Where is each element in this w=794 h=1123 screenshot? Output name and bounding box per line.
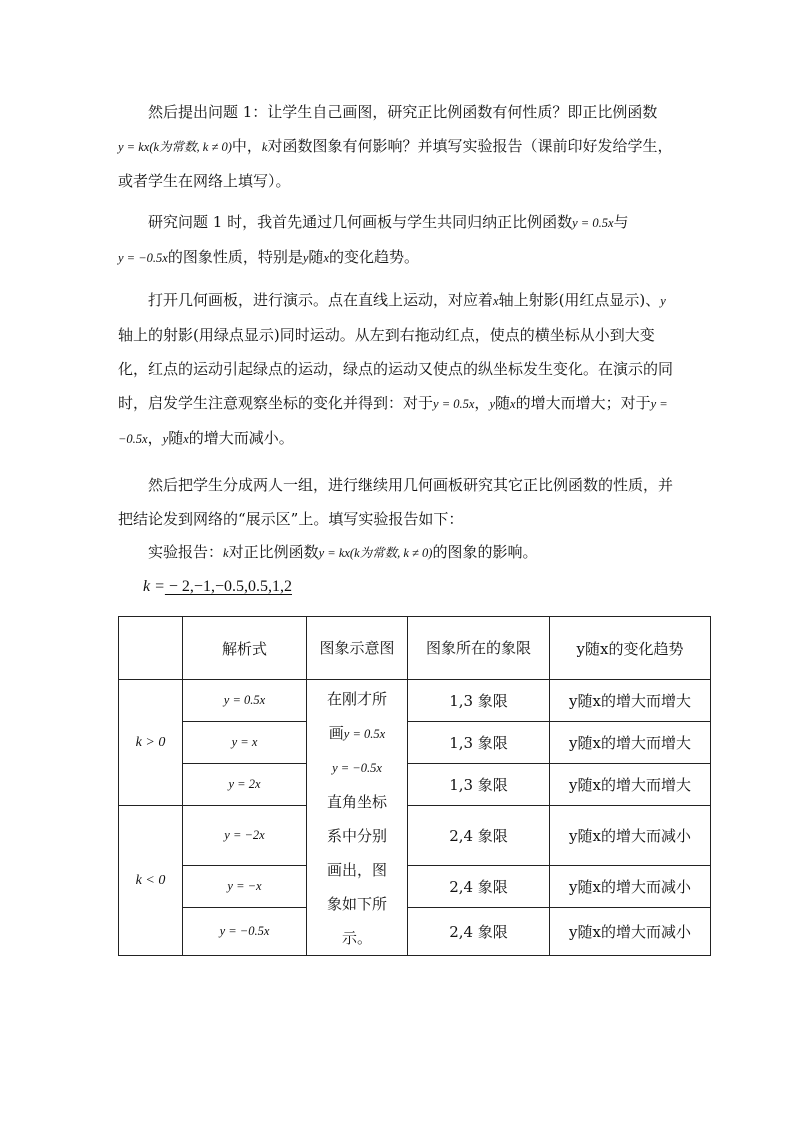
graph-note-line: y = −0.5x: [332, 761, 382, 775]
graph-note-line: 象如下所: [326, 895, 387, 913]
quadrant-cell: 1,3 象限: [408, 722, 550, 764]
formula-cell: y = −0.5x: [183, 908, 307, 956]
trend-cell: y随x的增大而增大: [550, 764, 711, 806]
trend-cell: y随x的增大而增大: [550, 722, 711, 764]
header-formula: 解析式: [183, 617, 307, 680]
table-row: [119, 908, 711, 956]
graph-note-line: 画y = 0.5x: [328, 724, 386, 742]
header-quadrant: 图象所在的象限: [408, 617, 550, 680]
table-row: [119, 866, 711, 908]
paragraph-group-work: 然后把学生分成两人一组，进行继续用几何画板研究其它正比例函数的性质，并把结论发到网络的“展示区”上。填写实验报告如下：: [118, 476, 674, 528]
formula-cell: y = 2x: [183, 764, 307, 806]
table-row: [119, 680, 711, 722]
graph-note-line: 示。: [341, 929, 372, 947]
quadrant-cell: 2,4 象限: [408, 866, 550, 908]
quadrant-cell: 1,3 象限: [408, 680, 550, 722]
formula-cell: y = x: [183, 722, 307, 764]
paragraph-study-intro: 研究问题 1 时，我首先通过几何画板与学生共同归纳正比例函数y = 0.5x与 y = −0.5x的图象性质，特别是y随x的变化趋势。: [118, 213, 629, 266]
trend-cell: y随x的增大而减小: [550, 806, 711, 866]
trend-cell: y随x的增大而减小: [550, 908, 711, 956]
quadrant-cell: 1,3 象限: [408, 764, 550, 806]
header-empty-cell: [119, 617, 183, 680]
trend-cell: y随x的增大而增大: [550, 680, 711, 722]
paragraph-report-title: 实验报告：k对正比例函数y = kx(k为常数, k ≠ 0)的图象的影响。: [148, 543, 538, 561]
quadrant-cell: 2,4 象限: [408, 908, 550, 956]
header-trend: y随x的变化趋势: [550, 617, 711, 680]
formula-cell: y = −2x: [183, 806, 307, 866]
table-row: [119, 806, 711, 866]
group-label-k-positive: k > 0: [119, 680, 183, 806]
quadrant-cell: 2,4 象限: [408, 806, 550, 866]
group-label-k-negative: k < 0: [119, 806, 183, 956]
graph-note-line: 直角坐标: [326, 793, 387, 811]
table-row: [119, 722, 711, 764]
trend-cell: y随x的增大而减小: [550, 866, 711, 908]
formula-cell: y = 0.5x: [183, 680, 307, 722]
graph-note-line: 在刚才所: [326, 690, 387, 708]
table-row: [119, 764, 711, 806]
header-graph: 图象示意图: [307, 617, 408, 680]
table-header-row: [119, 617, 711, 680]
graph-note-line: 画出，图: [326, 861, 387, 879]
formula-cell: y = −x: [183, 866, 307, 908]
experiment-report-table: [118, 616, 711, 956]
k-values-line: k = − 2,−1,−0.5,0.5,1,2: [143, 578, 292, 595]
paragraph-question-1: 然后提出问题 1：让学生自己画图，研究正比例函数有何性质？即正比例函数 y = kx(k为常数, k ≠ 0)中，k对函数图象有何影响？并填写实验报告（课前印好发给学生，或者学生在网络上填写）。: [118, 103, 673, 190]
paragraph-demo: 打开几何画板，进行演示。点在直线上运动，对应着x轴上射影(用红点显示)、y轴上的射影(用绿点显示)同时运动。从左到右拖动红点，使点的横坐标从小到大变化，红点的运动引起绿点的运动，绿点的运动又使点的纵坐标发生变化。在演示的同时，启发学生注意观察坐标的变化并得到：对于y = 0.5x，y随x的增大而增大；对于y = −0.5x，y随x的增大而减小。: [118, 291, 674, 447]
graph-note-line: 系中分别: [326, 827, 387, 845]
graph-note-cell: [307, 680, 408, 956]
